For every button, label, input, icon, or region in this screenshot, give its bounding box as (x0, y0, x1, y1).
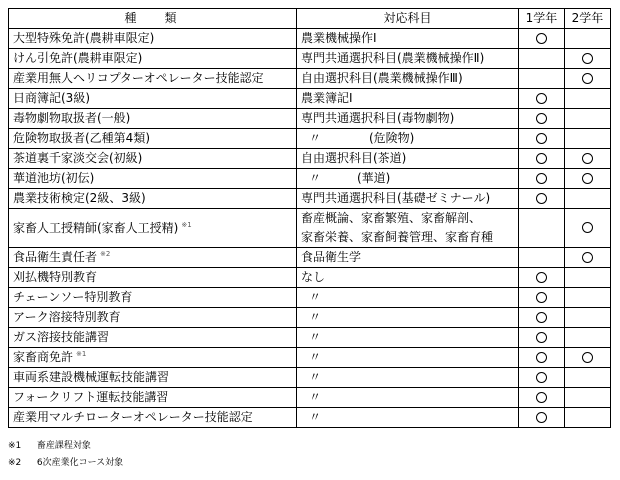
qualification-name (9, 49, 297, 69)
table-row (9, 328, 611, 348)
year2-cell (565, 328, 611, 348)
subject-cell (297, 189, 519, 209)
subject-cell (297, 248, 519, 268)
subject-text: 〃 (309, 350, 322, 364)
subject-cell (297, 29, 519, 49)
circle-mark-icon (536, 133, 547, 144)
qualification-name-text: ガス溶接技能講習 (13, 329, 110, 344)
table-row (9, 109, 611, 129)
year1-cell (519, 248, 565, 268)
year1-cell (519, 69, 565, 89)
qualification-name-text: 農業技術検定(2級、3級) (13, 190, 146, 205)
year1-cell (519, 29, 565, 49)
year1-cell (519, 49, 565, 69)
qualification-name-text: 食品衛生責任者 (13, 250, 98, 265)
footnote-2-text: 6次産業化コース対象 (36, 458, 124, 468)
footnotes (8, 438, 123, 472)
qualification-name-text: 車両系建設機械運転技能講習 (13, 369, 170, 384)
subject-text: 〃 (309, 390, 322, 404)
year2-cell (565, 408, 611, 428)
subject-text: 専門共通選択科目(毒物劇物) (301, 111, 455, 125)
qualification-name (9, 109, 297, 129)
qualification-name (9, 209, 297, 248)
year2-cell (565, 348, 611, 368)
table-row (9, 408, 611, 428)
year2-cell (565, 89, 611, 109)
year1-cell (519, 169, 565, 189)
circle-mark-icon (536, 173, 547, 184)
year2-cell (565, 69, 611, 89)
qualification-name (9, 408, 297, 428)
subject-cell (297, 328, 519, 348)
subject-text: 〃 (309, 290, 322, 304)
table-row (9, 129, 611, 149)
year2-cell (565, 189, 611, 209)
year2-cell (565, 248, 611, 268)
qualification-name-text: フォークリフト運転技能講習 (13, 389, 169, 404)
qualification-name-text: 日商簿記(3級) (13, 90, 90, 105)
subject-text: 〃 (華道) (309, 171, 391, 185)
year2-cell (565, 368, 611, 388)
subject-text: 食品衛生学 (301, 250, 362, 264)
year1-cell (519, 268, 565, 288)
subject-text: 家畜栄養、家畜飼養管理、家畜育種 (301, 230, 494, 244)
year1-cell (519, 209, 565, 248)
subject-cell (297, 149, 519, 169)
circle-mark-icon (536, 292, 547, 303)
footnote-marker: ※1 (76, 350, 87, 359)
qualification-name (9, 149, 297, 169)
circle-mark-icon (536, 372, 547, 383)
year2-cell (565, 149, 611, 169)
qualification-name-text: 危険物取扱者(乙種第4類) (13, 130, 150, 145)
table-row (9, 49, 611, 69)
subject-text: なし (301, 270, 326, 284)
subject-text: 専門共通選択科目(基礎ゼミナール) (301, 191, 491, 205)
qualification-name (9, 29, 297, 49)
footnote-1-text: 畜産課程対象 (36, 441, 91, 451)
qualification-name (9, 288, 297, 308)
year2-cell (565, 308, 611, 328)
table-row (9, 288, 611, 308)
qualification-name (9, 189, 297, 209)
table-row (9, 348, 611, 368)
subject-cell (297, 49, 519, 69)
qualification-name (9, 268, 297, 288)
footnote-marker: ※2 (100, 250, 111, 259)
qualification-name-text: 産業用無人ヘリコプターオペレーター技能認定 (13, 70, 264, 85)
table-row (9, 388, 611, 408)
qualification-name-text: 華道池坊(初伝) (13, 170, 95, 185)
table-row (9, 89, 611, 109)
circle-mark-icon (536, 33, 547, 44)
year1-cell (519, 89, 565, 109)
qualification-table (8, 8, 611, 428)
circle-mark-icon (582, 252, 593, 263)
table-row (9, 368, 611, 388)
circle-mark-icon (582, 53, 593, 64)
qualification-name (9, 348, 297, 368)
subject-cell (297, 408, 519, 428)
qualification-name (9, 308, 297, 328)
table-row (9, 189, 611, 209)
table-row (9, 69, 611, 89)
table-row (9, 29, 611, 49)
qualification-name-text: 家畜商免許 (13, 350, 74, 365)
year1-cell (519, 288, 565, 308)
qualification-name-text: 大型特殊免許(農耕車限定) (13, 30, 155, 45)
footnote-1 (8, 438, 123, 455)
subject-cell (297, 388, 519, 408)
circle-mark-icon (536, 312, 547, 323)
subject-cell (297, 209, 519, 248)
circle-mark-icon (536, 392, 547, 403)
year2-cell (565, 169, 611, 189)
table-row (9, 268, 611, 288)
qualification-name-text: 刈払機特別教育 (13, 269, 98, 284)
subject-text: 農業簿記Ⅰ (301, 91, 353, 105)
subject-text: 〃 (309, 330, 322, 344)
circle-mark-icon (536, 113, 547, 124)
circle-mark-icon (582, 173, 593, 184)
subject-cell (297, 169, 519, 189)
year2-cell (565, 268, 611, 288)
table-row (9, 209, 611, 248)
year1-cell (519, 149, 565, 169)
qualification-name (9, 248, 297, 268)
subject-text: 自由選択科目(農業機械操作Ⅲ) (301, 71, 463, 85)
subject-cell (297, 288, 519, 308)
qualification-name-text: 産業用マルチローターオペレーター技能認定 (13, 409, 253, 424)
year1-cell (519, 189, 565, 209)
subject-cell (297, 348, 519, 368)
subject-text: 農業機械操作Ⅰ (301, 31, 377, 45)
subject-cell (297, 368, 519, 388)
header-year2: 2学年 (565, 9, 611, 29)
qualification-name-text: けん引免許(農耕車限定) (13, 50, 143, 65)
qualification-name-text: 茶道裏千家淡交会(初級) (13, 150, 143, 165)
circle-mark-icon (536, 193, 547, 204)
year2-cell (565, 288, 611, 308)
table-body (9, 29, 611, 428)
subject-text: 〃 (309, 370, 322, 384)
subject-cell (297, 109, 519, 129)
footnote-2-label: ※2 (8, 458, 22, 468)
qualification-name (9, 368, 297, 388)
year1-cell (519, 368, 565, 388)
qualification-name-text: アーク溶接特別教育 (13, 309, 121, 324)
header-subject: 対応科目 (297, 9, 519, 29)
table-header-row (9, 9, 611, 29)
circle-mark-icon (582, 352, 593, 363)
circle-mark-icon (536, 412, 547, 423)
year1-cell (519, 308, 565, 328)
subject-text: 専門共通選択科目(農業機械操作Ⅱ) (301, 51, 485, 65)
year2-cell (565, 209, 611, 248)
circle-mark-icon (536, 272, 547, 283)
subject-text: 〃 (309, 310, 322, 324)
qualification-name (9, 89, 297, 109)
footnote-1-label: ※1 (8, 441, 22, 451)
header-year1: 1学年 (519, 9, 565, 29)
year1-cell (519, 348, 565, 368)
subject-text: 畜産概論、家畜繁殖、家畜解剖、 (301, 211, 482, 225)
qualification-name (9, 69, 297, 89)
qualification-name-text: 家畜人工授精師(家畜人工授精) (13, 220, 179, 235)
year1-cell (519, 129, 565, 149)
year1-cell (519, 408, 565, 428)
subject-text: 自由選択科目(茶道) (301, 151, 407, 165)
circle-mark-icon (582, 73, 593, 84)
subject-cell (297, 268, 519, 288)
table-row (9, 308, 611, 328)
qualification-name (9, 328, 297, 348)
circle-mark-icon (582, 222, 593, 233)
qualification-name (9, 169, 297, 189)
circle-mark-icon (536, 153, 547, 164)
year2-cell (565, 109, 611, 129)
year2-cell (565, 49, 611, 69)
year1-cell (519, 109, 565, 129)
subject-text: 〃 (危険物) (309, 131, 415, 145)
circle-mark-icon (582, 153, 593, 164)
table-row (9, 169, 611, 189)
subject-cell (297, 308, 519, 328)
year2-cell (565, 129, 611, 149)
footnote-2 (8, 455, 123, 472)
table-row (9, 149, 611, 169)
table-row (9, 248, 611, 268)
circle-mark-icon (536, 352, 547, 363)
subject-text: 〃 (309, 410, 322, 424)
circle-mark-icon (536, 332, 547, 343)
footnote-marker: ※1 (181, 220, 192, 229)
year1-cell (519, 328, 565, 348)
subject-cell (297, 89, 519, 109)
qualification-name (9, 388, 297, 408)
subject-cell (297, 129, 519, 149)
header-name: 種類 (9, 9, 297, 29)
circle-mark-icon (536, 93, 547, 104)
year1-cell (519, 388, 565, 408)
subject-cell (297, 69, 519, 89)
year2-cell (565, 388, 611, 408)
qualification-name-text: チェーンソー特別教育 (13, 289, 133, 304)
year2-cell (565, 29, 611, 49)
qualification-name (9, 129, 297, 149)
qualification-name-text: 毒物劇物取扱者(一般) (13, 110, 131, 125)
